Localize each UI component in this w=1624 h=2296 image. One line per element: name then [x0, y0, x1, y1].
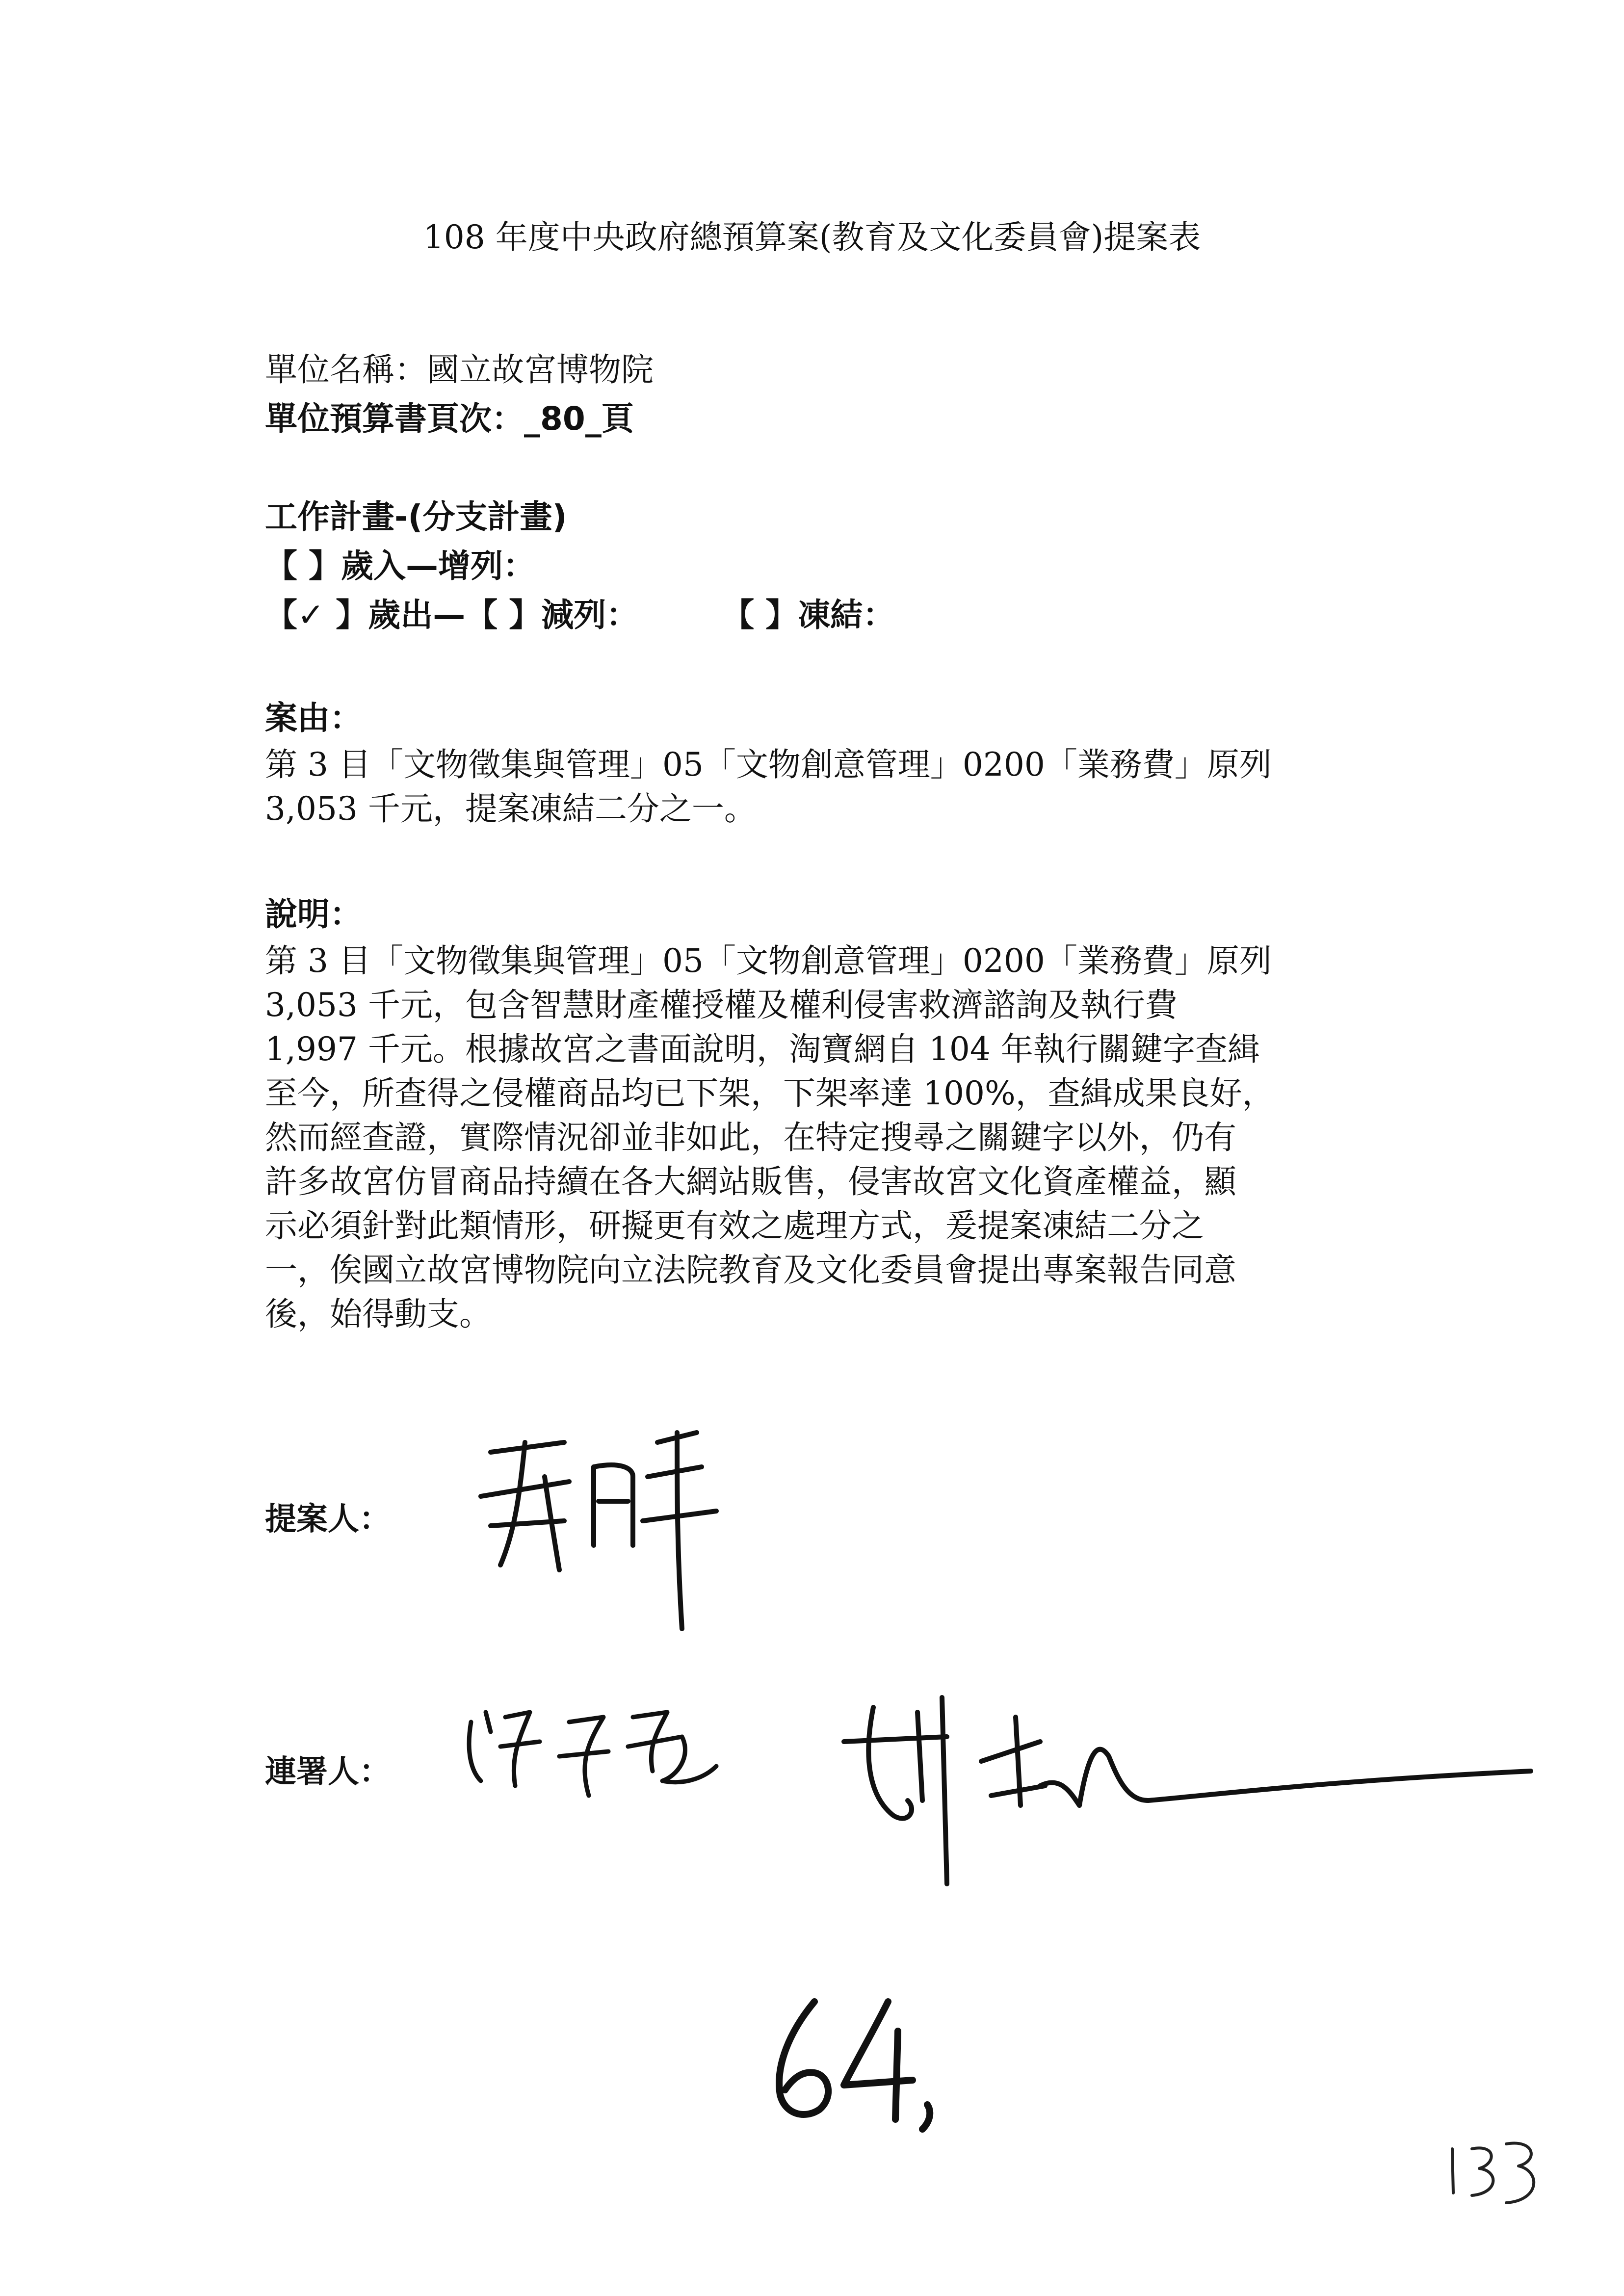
explanation-line: 一，俟國立故宮博物院向立法院教育及文化委員會提出專案報告同意 [265, 1251, 1236, 1289]
explanation-line: 示必須針對此類情形，研擬更有效之處理方式，爰提案凍結二分之 [265, 1207, 1204, 1245]
cosigner-signature-2 [834, 1688, 1541, 1894]
cosigner-signature-1 [461, 1702, 765, 1815]
explanation-line: 3,053 千元，包含智慧財產權授權及權利侵害救濟諮詢及執行費 [265, 986, 1178, 1024]
case-reason-heading: 案由： [265, 699, 362, 737]
explanation-line: 後，始得動支。 [265, 1295, 492, 1333]
expense-reduce: 【✓ 】歲出—【 】減列： [265, 596, 639, 634]
explanation-line: 許多故宮仿冒商品持續在各大網站販售，侵害故宮文化資產權益，顯 [265, 1163, 1236, 1200]
explanation-line: 第 3 目「文物徵集與管理」05「文物創意管理」0200「業務費」原列 [265, 942, 1272, 980]
budget-page: 單位預算書頁次：_80_頁 [265, 400, 634, 438]
case-reason-line: 3,053 千元，提案凍結二分之一。 [265, 790, 757, 828]
proposer-signature [471, 1423, 746, 1644]
document-title: 108 年度中央政府總預算案(教育及文化委員會)提案表 [423, 218, 1201, 256]
expense-line [265, 589, 895, 635]
revenue-line: 【 】歲入—增列： [265, 547, 535, 585]
handwritten-number [756, 1992, 942, 2134]
explanation-line: 至今，所查得之侵權商品均已下架，下架率達 100%，查緝成果良好， [265, 1074, 1275, 1112]
unit-name: 單位名稱：國立故宮博物院 [265, 351, 654, 389]
cosigner-label: 連署人： [265, 1754, 391, 1790]
work-plan: 工作計畫-(分支計畫) [265, 498, 567, 536]
case-reason-line: 第 3 目「文物徵集與管理」05「文物創意管理」0200「業務費」原列 [265, 746, 1272, 783]
explanation-line: 然而經查證，實際情況卻並非如此，在特定搜尋之關鍵字以外，仍有 [265, 1119, 1236, 1156]
proposer-label: 提案人： [265, 1501, 391, 1538]
page-number [1442, 2134, 1550, 2213]
expense-freeze: 【 】凍結： [722, 596, 895, 634]
explanation-heading: 說明： [265, 895, 362, 933]
explanation-line: 1,997 千元。根據故宮之書面說明，淘寶網自 104 年執行關鍵字查緝 [265, 1030, 1260, 1068]
